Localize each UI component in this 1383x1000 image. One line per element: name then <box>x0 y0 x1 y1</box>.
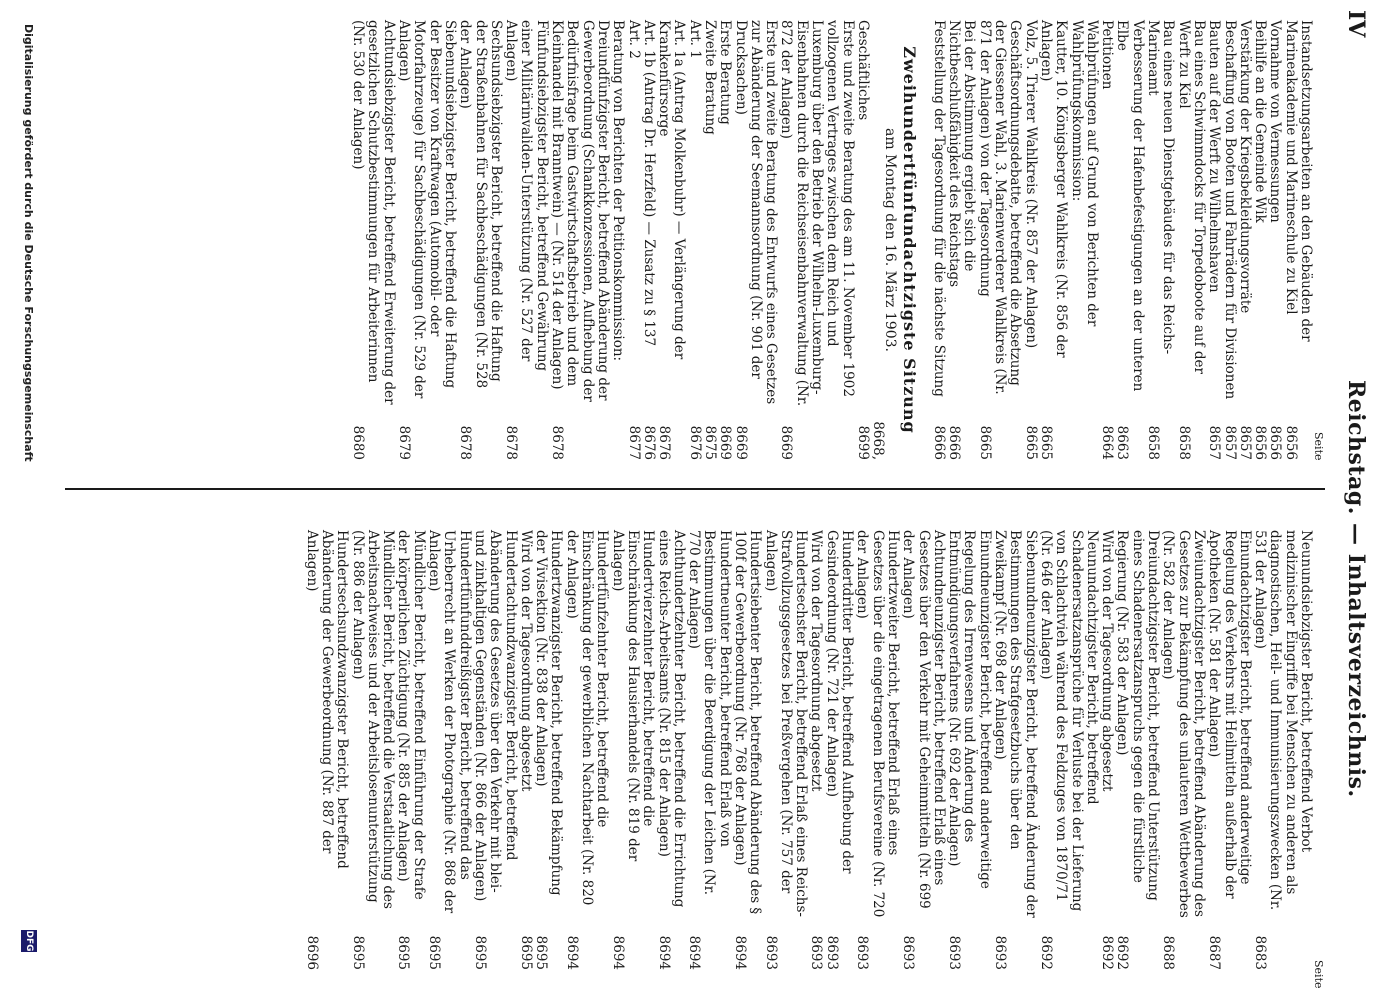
toc-entry-text: Erste und zweite Beratung des Entwurfs eines Gesetzes zur Abänderung der Seemannsordnung (Nr. 901 der Drucksachen) <box>732 20 780 405</box>
toc-entry-page: 8669 <box>778 425 795 460</box>
toc-entry-text: Mündlicher Bericht, betreffend die Verstaatlichung des Arbeitsnachweises und der Arbeitslosenunterstützung (Nr. 886 der Anlagen) <box>349 530 397 909</box>
toc-entry <box>1160 530 1206 970</box>
toc-entry-text: Volz, 5. Trierer Wahlkreis (Nr. 857 der Anlagen) <box>1022 20 1039 349</box>
toc-entry-text: Wird von der Tagesordnung abgesetzt <box>808 530 825 792</box>
toc-entry-page: 8679 <box>396 425 413 460</box>
toc-entry <box>824 530 855 970</box>
toc-entry <box>396 20 457 460</box>
toc-entry-text: Hundertzwanzigster Bericht, betreffend Bekämpfung der Vivisektion (Nr. 838 der Anlagen) <box>533 530 565 896</box>
toc-entry <box>976 20 1022 460</box>
toc-entry <box>1175 20 1206 460</box>
toc-entry <box>854 530 900 970</box>
toc-entry-text: Bei der Abstimmung ergiebt sich die Nichtbeschlußfähigkeit des Reichstags <box>946 20 978 288</box>
toc-entry-text: Hundertsechster Bericht, betreffend Erlaß eines Reichs-Strafvollzugsgesetzes bei Preßvergehen (Nr. 757 der Anlagen) <box>762 530 810 917</box>
toc-entry <box>946 530 992 970</box>
toc-entry-page: 8668, 8699 <box>854 421 887 460</box>
toc-entry-page: 8693 <box>992 935 1009 970</box>
toc-entry <box>946 20 977 460</box>
toc-entry-page: 8665 <box>1022 425 1039 460</box>
toc-entry <box>1282 20 1313 460</box>
toc-entry-text: Instandsetzungsarbeiten an den Gebäuden der Marineakademie und Marineschule zu Kiel <box>1282 20 1314 342</box>
toc-entry <box>426 530 472 970</box>
toc-entry <box>1038 530 1099 970</box>
footer-credit: Digitalisierung gefördert durch die Deutsche Forschungsgemeinschaft <box>22 24 35 462</box>
toc-entry-text: Art. 2 <box>625 20 642 59</box>
toc-entry-page: 8694 <box>686 935 703 970</box>
right-column <box>303 530 1313 970</box>
toc-entry <box>1038 20 1069 460</box>
toc-entry <box>655 530 686 970</box>
toc-entry <box>1145 20 1176 460</box>
toc-entry <box>395 530 426 970</box>
toc-entry-page: 8693 <box>762 935 779 970</box>
toc-entry-text: Hundertvierzehnter Bericht, betreffend die Einschränkung des Hausierhandels (Nr. 819 der Anlagen) <box>609 530 657 862</box>
left-column <box>350 20 1313 460</box>
toc-entry-text: Dreiundfünfzigster Bericht, betreffend Abänderung der Gewerbeordnung (Schankkonzessionen, Aufhebung der Bedürfnisfrage beim Gastwirtschaftsbetrieb und dem Kleinhandel mit Branntwein) — (Nr. 514 der Anlagen) <box>549 20 611 402</box>
toc-entry <box>1252 20 1267 460</box>
toc-entry <box>641 20 656 460</box>
toc-entry-page: 8666 <box>930 425 947 460</box>
toc-entry-text: Mündlicher Bericht, betreffend Einführung der Strafe der körperlichen Züchtigung (Nr. 885 der Anlagen) <box>395 530 427 900</box>
toc-entry-text: Hundertfünfunddreißigster Bericht, betreffend das Urheberrecht an Werken der Photographie (Nr. 868 der Anlagen) <box>426 530 473 914</box>
toc-entry-text: Verbesserung der Hafenbefestigungen an der unteren Elbe <box>1114 20 1146 392</box>
toc-entry-text: Geschäftsordnungsdebatte, betreffend die Absetzung der Giessener Wahl, 3. Marienwerderer Wahlkreis (Nr. 871 der Anlagen) von der Tagesordnung <box>976 20 1024 395</box>
toc-entry-page: 8687 <box>1206 935 1223 970</box>
toc-entry-text: Zweiundachtzigster Bericht, betreffend Abänderung des Gesetzes zur Bekämpfung des unlauteren Wettbewerbes (Nr. 582 der Anlagen) <box>1160 530 1207 918</box>
toc-entry <box>503 20 549 460</box>
toc-entry-page: 8656 <box>1267 425 1284 460</box>
toc-entry-text: Achthundertzehnter Bericht, betreffend die Errichtung eines Reichs-Arbeitsamts (Nr. 815 der Anlagen) <box>655 530 687 908</box>
toc-entry-text: Kautter, 10. Königsberger Wahlkreis (Nr. 856 der Anlagen) <box>1037 20 1070 358</box>
toc-entry-page: 8692 <box>1114 935 1131 970</box>
toc-entry-page: 8695 <box>426 935 443 970</box>
toc-entry-page: 8693 <box>808 935 825 970</box>
toc-entry-page: 8678 <box>549 425 566 460</box>
toc-entry <box>1237 20 1252 460</box>
toc-entry-text: Achtundsiebzigster Bericht, betreffend Erweiterung der gesetzlichen Schutzbestimmungen für Arbeiterinnen (Nr. 530 der Anlagen) <box>350 20 397 405</box>
session-date: am Montag den 16. März 1903. <box>882 128 899 352</box>
toc-entry <box>609 530 655 970</box>
toc-entry <box>686 530 732 970</box>
toc-entry-page: 8665 <box>976 425 993 460</box>
toc-entry-page: 8675 <box>702 425 719 460</box>
toc-entry-text: Beihilfe an die Gemeinde Wik <box>1252 20 1269 223</box>
toc-entry-text: Siebenundsiebzigster Bericht, betreffend die Haftung der Besitzer von Kraftwagen (Automobil- oder Motorfahrzeuge) für Sachbeschädigungen (Nr. 529 der Anlagen) <box>396 20 458 399</box>
toc-entry-page: 8665 <box>1037 425 1054 460</box>
toc-entry <box>778 20 854 460</box>
toc-entry <box>808 530 823 970</box>
toc-entry <box>1114 530 1160 970</box>
left-entries-top <box>931 20 1313 460</box>
toc-entry <box>549 20 610 460</box>
toc-entry-page: 8693 <box>900 935 917 970</box>
toc-entry <box>1099 530 1114 970</box>
toc-entry-text: Hundertsiebenter Bericht, betreffend Abänderung des § 100f der Gewerbeordnung (Nr. 768 der Anlagen) <box>732 530 764 915</box>
toc-entry <box>931 20 946 460</box>
toc-entry <box>1022 20 1037 460</box>
toc-entry-text: Sechsundsiebzigster Bericht, betreffend die Haftung der Straßenbahnen für Sachbeschädigungen (Nr. 528 der Anlagen) <box>457 20 504 389</box>
toc-entry-page: 8656 <box>1282 425 1299 460</box>
toc-entry-text: Hundertsechsundzwanzigster Bericht, betreffend Abänderung der Gewerbeordnung (Nr. 887 der Anlagen) <box>303 530 351 869</box>
toc-entry-page: 8695 <box>349 935 366 970</box>
toc-entry-text: Art. 1b (Antrag Dr. Herzfeld) — Zusatz zu § 137 <box>640 20 657 347</box>
toc-entry-page: 8692 <box>1099 935 1116 970</box>
toc-entry-page: 8664 <box>1099 425 1116 460</box>
toc-entry-text: Zweite Beratung <box>702 20 719 135</box>
toc-entry <box>762 530 808 970</box>
toc-entry <box>533 530 564 970</box>
toc-entry-text: Beschaffung von Booten und Fahrrädern für Divisionen <box>1221 20 1238 400</box>
dfg-logo: DFG <box>21 930 37 952</box>
toc-entry-page: 8677 <box>625 425 642 460</box>
toc-entry-page: 8658 <box>1145 425 1162 460</box>
toc-entry <box>900 530 946 970</box>
toc-entry <box>854 20 887 460</box>
toc-entry-page: 8678 <box>503 425 520 460</box>
left-column-heading: Seite <box>1312 432 1325 461</box>
toc-entry-page: 8663 <box>1114 425 1131 460</box>
toc-entry-text: Bau eines neuen Dienstgebäudes für das Reichs-Marineamt <box>1145 20 1177 355</box>
toc-entry-text: Hundertneunter Bericht, betreffend Erlaß von Bestimmungen über die Beerdigung der Leichen (Nr. 770 der Anlagen) <box>686 530 733 895</box>
toc-entry-text: Petitionen <box>1099 20 1116 90</box>
toc-entry <box>457 20 503 460</box>
toc-entry <box>1068 20 1099 460</box>
toc-entry-text: Hundertzweiter Bericht, betreffend Erlaß eines Gesetzes über die eingetragenen Berufsvereine (Nr. 720 der Anlagen) <box>854 530 901 918</box>
toc-entry-text: Siebenundneunzigster Bericht, betreffend Änderung der Bestimmungen des Strafgesetzbuchs über den Zweikampf (Nr. 698 der Anlagen) <box>992 530 1039 918</box>
toc-entry-page: 8678 <box>457 425 474 460</box>
toc-entry-page: 8657 <box>1206 425 1223 460</box>
toc-entry-text: Art. 1 <box>686 20 703 59</box>
toc-entry-page: 8694 <box>563 935 580 970</box>
toc-entry <box>717 20 732 460</box>
toc-entry-text: Erste und zweite Beratung des am 11. November 1902 vollzogenen Vertrages zwischen dem Reich und Luxemburg über den Betrieb der Wilhelm-Luxemburg-Eisenbahnen durch die Reichseisenbahnverwaltung (Nr. 872 der Anlagen) <box>778 20 856 407</box>
toc-entry <box>303 530 349 970</box>
toc-entry-text: Dreiundachtzigster Bericht, betreffend Unterstützung eines Schadenersatzanspruchs gegen die fürstliche Regierung (Nr. 583 der Anlagen) <box>1114 530 1162 901</box>
toc-entry-page: 8694 <box>609 935 626 970</box>
toc-entry-text: Neunundsiebzigster Bericht, betreffend Verbot medizinischer Eingriffe bei Menschen zu anderen als diagnostischen, Heil- und Immunisierungszwecken (Nr. 531 der Anlagen) <box>1252 530 1314 911</box>
toc-entry-page: 8695 <box>395 935 412 970</box>
toc-entry-text: Fünfundsiebzigster Bericht, betreffend Gewährung einer Militärinvaliden-Unterstützung (Nr. 527 der Anlagen) <box>503 20 550 372</box>
toc-entry <box>1099 20 1114 460</box>
toc-entry-page: 8656 <box>1252 425 1269 460</box>
toc-entry-text: Bauten auf der Werft zu Wilhelmshaven <box>1206 20 1223 293</box>
toc-entry <box>702 20 717 460</box>
left-entries-bottom <box>350 20 887 460</box>
toc-entry <box>1267 20 1282 460</box>
toc-entry-page: 8692 <box>1037 935 1054 970</box>
toc-entry-text: Bau eines Schwimmdocks für Torpedoboote auf der Werft zu Kiel <box>1175 20 1207 374</box>
toc-entry-page: 8657 <box>1236 425 1253 460</box>
toc-entry-text: Hundertfünfzehnter Bericht, betreffend die Einschränkung der gewerblichen Nachtarbeit (Nr. 820 der Anlagen) <box>563 530 611 906</box>
toc-entry-page: 8669 <box>717 425 734 460</box>
toc-entry-page: 8696 <box>303 935 320 970</box>
toc-entry-text: Hundertachtundzwanzigster Bericht, betreffend Abänderung des Gesetzes über den Verkehr mit blei- und zinkhaltigen Gegenständen (Nr. 866 der Anlagen) <box>471 530 519 902</box>
toc-entry-text: Achtundneunzigster Bericht, betreffend Erlaß eines Gesetzes über den Verkehr mit Geheimmitteln (Nr. 699 der Anlagen) <box>900 530 947 909</box>
toc-entry-page: 8680 <box>350 425 367 460</box>
toc-entry <box>656 20 687 460</box>
toc-entry <box>349 530 395 970</box>
toc-entry-page: 8676 <box>686 425 703 460</box>
toc-entry-page: 8657 <box>1221 425 1238 460</box>
toc-entry-text: Vornahme von Vermessungen <box>1267 20 1284 223</box>
toc-entry <box>563 530 609 970</box>
column-divider <box>65 488 1325 490</box>
session-title: Zweihundertfünfundachtzigste Sitzung <box>899 46 919 434</box>
toc-entry-page: 8693 <box>854 935 871 970</box>
toc-entry-text: Einundachtzigster Bericht, betreffend anderweitige Regelung des Verkehrs mit Heilmitteln außerhalb der Apotheken (Nr. 581 der Anlagen) <box>1206 530 1253 899</box>
toc-entry <box>610 20 625 460</box>
toc-entry-text: Art. 1a (Antrag Molkenbuhr) — Verlängerung der Krankenfürsorge <box>656 20 688 360</box>
toc-entry-text: Hundertdritter Bericht, betreffend Aufhebung der Gesindeordnung (Nr. 721 der Anlagen) <box>823 530 856 874</box>
toc-entry <box>472 530 518 970</box>
toc-entry <box>350 20 396 460</box>
toc-entry <box>732 530 763 970</box>
toc-entry-page: 8683 <box>1252 935 1269 970</box>
toc-entry-page: 8693 <box>946 935 963 970</box>
toc-entry <box>1206 530 1252 970</box>
toc-entry <box>1206 20 1221 460</box>
toc-entry-text: Einundneunzigster Bericht, betreffend anderweitige Regelung des Irrenwesens und Änderung des Entmündigungsverfahrens (Nr. 692 der Anlagen) <box>946 530 993 889</box>
toc-entry <box>518 530 533 970</box>
toc-entry-text: Wahlprüfungen auf Grund von Berichten der Wahlprüfungskommission: <box>1068 20 1100 327</box>
toc-entry-text: Feststellung der Tagesordnung für die nächste Sitzung <box>930 20 947 397</box>
toc-entry-page: 8695 <box>517 935 534 970</box>
toc-entry-text: Wird von der Tagesordnung abgesetzt <box>517 530 534 792</box>
toc-entry <box>625 20 640 460</box>
page-title: Reichstag. — Inhaltsverzeichnis. <box>1343 380 1369 798</box>
toc-entry-page: 8669 <box>732 425 749 460</box>
toc-entry <box>686 20 701 460</box>
toc-entry-page: 8688 <box>1160 935 1177 970</box>
toc-entry <box>1221 20 1236 460</box>
toc-entry-text: Erste Beratung <box>717 20 734 125</box>
toc-entry <box>1114 20 1145 460</box>
toc-entry-page: 8695 <box>471 935 488 970</box>
toc-entry-page: 8694 <box>732 935 749 970</box>
toc-entry-text: Verstärkung der Kriegsbekleidungsvorräte <box>1236 20 1253 314</box>
right-entries <box>303 530 1313 970</box>
page-number: IV <box>1343 10 1369 38</box>
toc-entry-page: 8693 <box>823 935 840 970</box>
toc-entry <box>992 530 1038 970</box>
toc-entry-page: 8695 <box>533 935 550 970</box>
toc-entry <box>1252 530 1313 970</box>
toc-entry-text: Beratung von Berichten der Petitionskommission: <box>610 20 627 362</box>
toc-entry-text: Neunundachtzigster Bericht, betreffend Schadenersatzansprüche für Verluste bei der Lieferung von Schlachtvieh während des Feldzuges von 1870/71 (Nr. 646 der Anlagen) <box>1037 530 1100 912</box>
toc-entry-page: 8658 <box>1175 425 1192 460</box>
toc-entry <box>732 20 778 460</box>
toc-entry-text: Wird von der Tagesordnung abgesetzt <box>1099 530 1116 792</box>
toc-entry-page: 8676 <box>640 425 657 460</box>
toc-entry-page: 8676 <box>656 425 673 460</box>
toc-entry-page: 8694 <box>655 935 672 970</box>
right-column-heading: Seite <box>1312 960 1325 989</box>
toc-entry-text: Geschäftliches <box>854 20 871 121</box>
toc-entry-page: 8666 <box>946 425 963 460</box>
